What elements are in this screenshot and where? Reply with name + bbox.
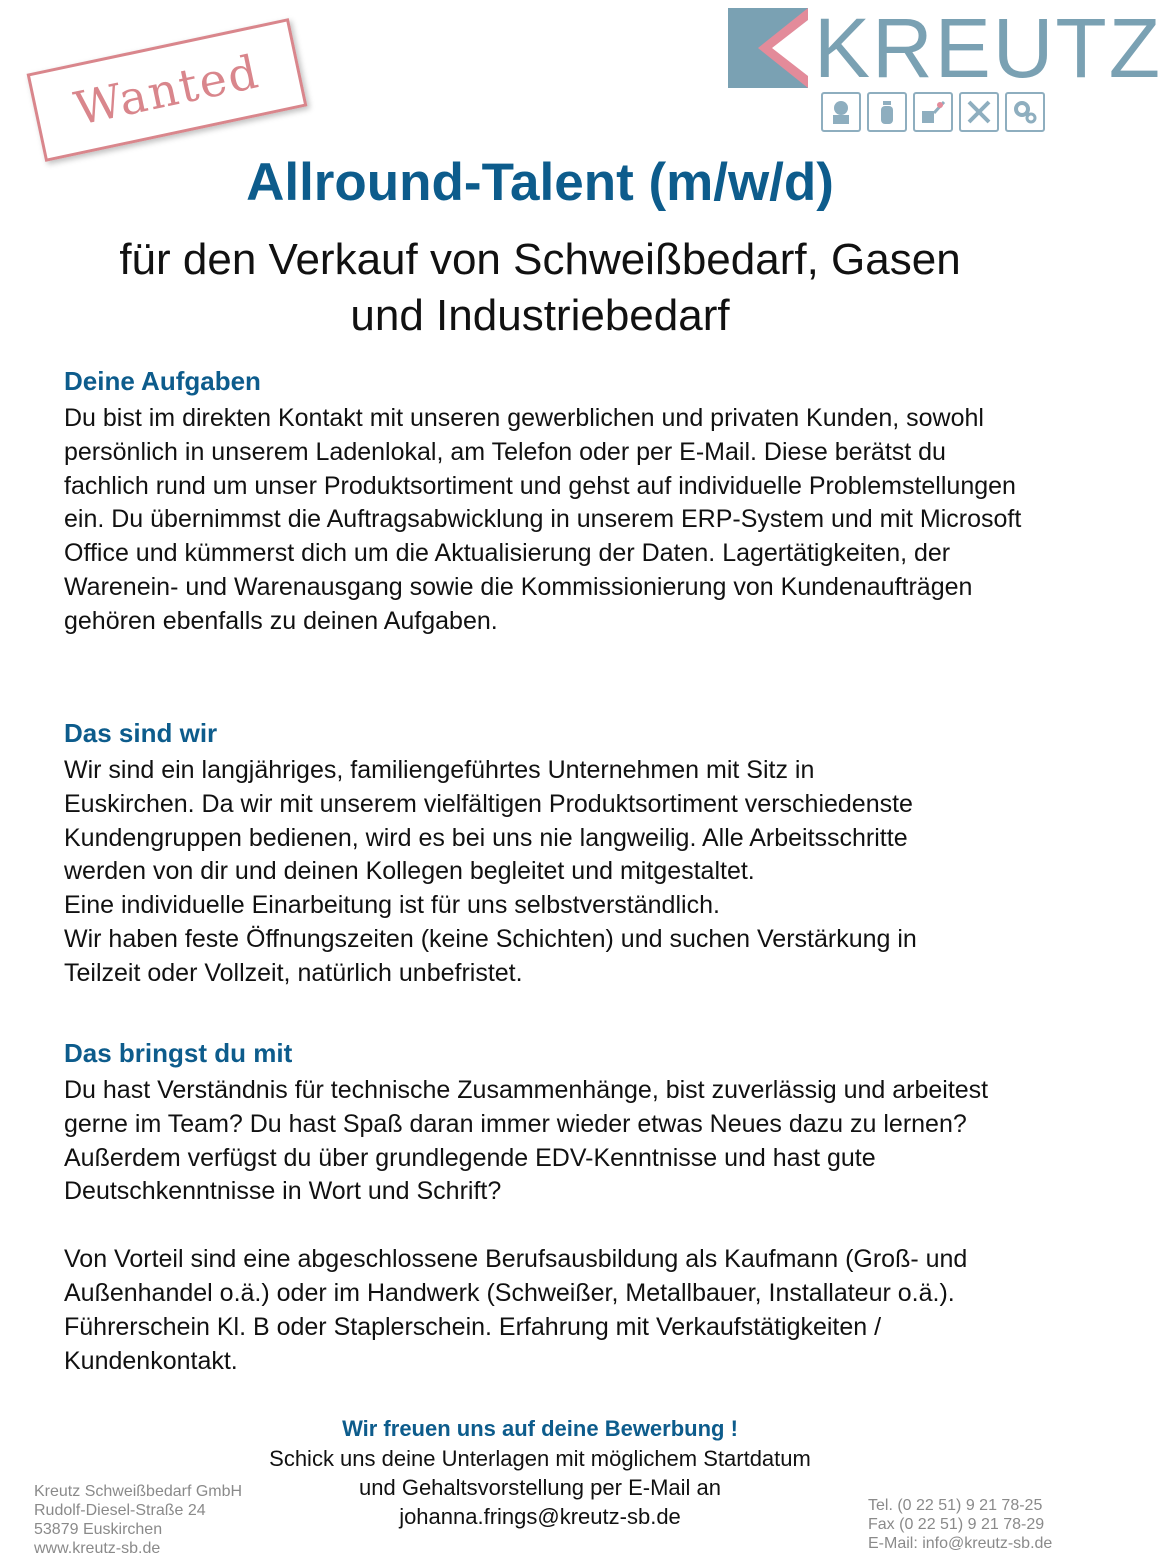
footer-tel: Tel. (0 22 51) 9 21 78-25: [868, 1497, 1043, 1514]
closing-cta: Wir freuen uns auf deine Bewerbung !: [342, 1416, 738, 1441]
section-paragraph: Von Vorteil sind eine abgeschlossene Berufsausbildung als Kaufmann (Groß- und Außenhandel o.ä.) oder im Handwerk (Schweißer, Metallbauer, Installateur o.ä.). Führerschein Kl. B oder Staplerschein. Erfahrung mit Verkaufstätigkeiten / Kundenkontakt.: [64, 1245, 968, 1375]
paragraph-line: Wir haben feste Öffnungszeiten (keine Schichten) und suchen Verstärkung in: [64, 924, 917, 953]
page-title: Allround-Talent (m/w/d): [246, 153, 834, 212]
gas-bottle-icon: [867, 92, 907, 132]
footer-fax: Fax (0 22 51) 9 21 78-29: [868, 1516, 1045, 1533]
tools-icon: [959, 92, 999, 132]
subtitle-line-2: und Industriebedarf: [350, 291, 730, 340]
closing-line-2: und Gehaltsvorstellung per E-Mail an: [359, 1475, 721, 1500]
footer-contact: [868, 1496, 1052, 1553]
paragraph-line: Euskirchen. Da wir mit unserem vielfältigen Produktsortiment verschiedenste: [64, 789, 913, 818]
wanted-stamp-text: Wanted: [69, 44, 265, 136]
footer-web-link[interactable]: www.kreutz-sb.de: [34, 1540, 161, 1557]
page-subtitle: [0, 232, 1080, 344]
subtitle-line-1: für den Verkauf von Schweißbedarf, Gasen: [119, 235, 961, 284]
section-paragraph: Du hast Verständnis für technische Zusammenhänge, bist zuverlässig und arbeitest gerne im Team? Du hast Spaß daran immer wieder etwas Neues dazu zu lernen? Außerdem verfügst du über grundlegende EDV-Kenntnisse und hast gute Deutschkenntnisse in Wort und Schrift?: [64, 1076, 989, 1206]
footer-address: [34, 1482, 242, 1558]
machine-icon: [913, 92, 953, 132]
footer-city: 53879 Euskirchen: [34, 1521, 163, 1538]
welder-mask-icon: [821, 92, 861, 132]
paragraph-line: werden von dir und deinen Kollegen begleitet und mitgestaltet.: [64, 857, 755, 886]
section-heading: Das bringst du mit: [64, 1038, 293, 1068]
section-ueber-uns: [64, 716, 1034, 991]
company-logo: [728, 1, 1162, 136]
footer-email-link[interactable]: E-Mail: info@kreutz-sb.de: [868, 1535, 1053, 1552]
section-anforderungen: [64, 1036, 1034, 1378]
logo-k-mark-icon: [728, 8, 808, 88]
footer-company: Kreutz Schweißbedarf GmbH: [34, 1483, 243, 1500]
logo-wordmark: KREUTZ: [814, 1, 1162, 95]
logo-icon-row: [821, 92, 1045, 132]
wanted-stamp: [27, 18, 308, 162]
paragraph-line: Teilzeit oder Vollzeit, natürlich unbefristet.: [64, 958, 523, 987]
section-heading: Das sind wir: [64, 718, 218, 748]
closing-line-1: Schick uns deine Unterlagen mit möglichem Startdatum: [269, 1446, 811, 1471]
paragraph-line: Kundengruppen bedienen, wird es bei uns nie langweilig. Alle Arbeitsschritte: [64, 823, 908, 852]
section-heading: Deine Aufgaben: [64, 366, 261, 396]
paragraph-line: Wir sind ein langjähriges, familiengeführtes Unternehmen mit Sitz in: [64, 756, 815, 784]
footer-street: Rudolf-Diesel-Straße 24: [34, 1502, 206, 1519]
section-paragraph: [64, 754, 1034, 991]
paragraph-line: Eine individuelle Einarbeitung ist für uns selbstverständlich.: [64, 891, 720, 920]
application-email-link[interactable]: johanna.frings@kreutz-sb.de: [399, 1504, 681, 1529]
section-aufgaben: [64, 364, 1034, 639]
section-paragraph: Du bist im direkten Kontakt mit unseren gewerblichen und privaten Kunden, sowohl persönlich in unserem Ladenlokal, am Telefon oder per E-Mail. Diese berätst du fachlich rund um unser Produktsortiment und gehst auf individuelle Problemstellungen ein. Du übernimmst die Auftragsabwicklung in unserem ERP-System und mit Microsoft Office und kümmerst dich um die Aktualisierung der Daten. Lagertätigkeiten, der Warenein- und Warenausgang sowie die Kommissionierung von Kundenaufträgen gehören ebenfalls zu deinen Aufgaben.: [64, 404, 1022, 635]
gears-icon: [1005, 92, 1045, 132]
